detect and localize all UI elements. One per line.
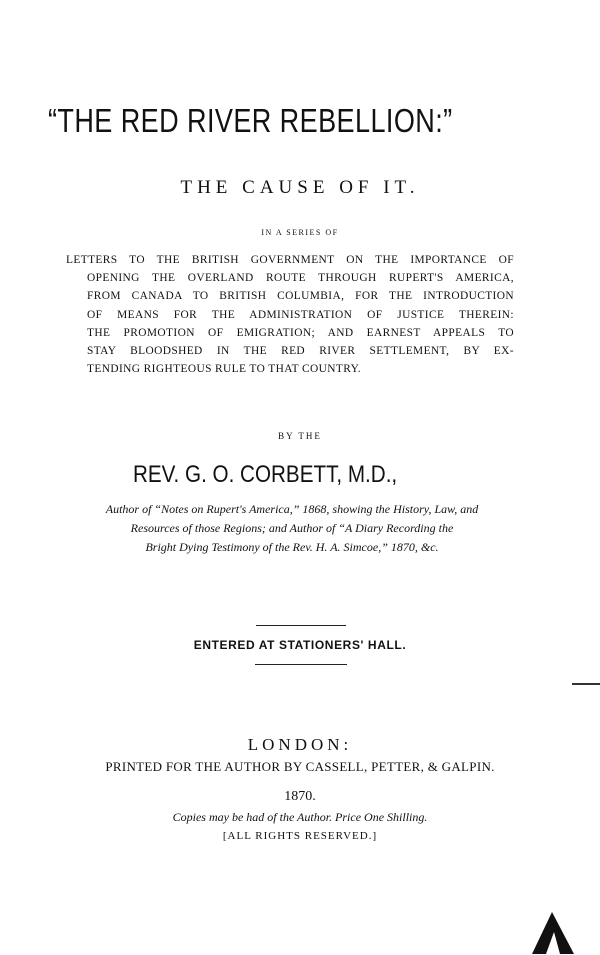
description-line: THE PROMOTION OF EMIGRATION; AND EARNEST APPEALS TO [87, 326, 514, 339]
margin-mark [572, 683, 600, 685]
description-line: STAY BLOODSHED IN THE RED RIVER SETTLEMENT, BY EX- [87, 345, 514, 358]
description-line: TENDING RIGHTEOUS RULE TO THAT COUNTRY. [87, 363, 362, 376]
description-line: FROM CANADA TO BRITISH COLUMBIA, FOR THE INTRODUCTION [87, 290, 514, 303]
description-line: OPENING THE OVERLAND ROUTE THROUGH RUPERT'S AMERICA, [87, 272, 514, 285]
book-title: “THE RED RIVER REBELLION:” [48, 102, 453, 139]
credit-line: Resources of those Regions; and Author of “A Diary Recording the [130, 521, 454, 535]
divider-bottom [255, 664, 347, 665]
divider-top [256, 625, 346, 626]
author-credits [62, 500, 522, 557]
publication-city: LONDON: [247, 735, 353, 754]
corner-tab-icon [528, 906, 578, 954]
description-line: OF MEANS FOR THE ADMINISTRATION OF JUSTICE THEREIN: [87, 308, 514, 321]
byline: BY THE [278, 431, 322, 441]
author-name: REV. G. O. CORBETT, M.D., [133, 461, 398, 488]
description-block [66, 251, 514, 378]
entered-notice: ENTERED AT STATIONERS' HALL. [193, 638, 407, 652]
rights-notice: [ALL RIGHTS RESERVED.] [222, 830, 378, 842]
publication-year: 1870. [284, 789, 316, 804]
printer-line: PRINTED FOR THE AUTHOR BY CASSELL, PETTER, & GALPIN. [105, 759, 495, 774]
credit-line: Bright Dying Testimony of the Rev. H. A. Simcoe,” 1870, &c. [145, 540, 439, 554]
credit-line: Author of “Notes on Rupert's America,” 1868, showing the History, Law, and [105, 502, 479, 516]
copies-note: Copies may be had of the Author. Price One Shilling. [172, 810, 428, 824]
book-subtitle: THE CAUSE OF IT. [180, 177, 420, 198]
description-line: LETTERS TO THE BRITISH GOVERNMENT ON THE IMPORTANCE OF [66, 254, 514, 266]
series-note: IN A SERIES OF [261, 228, 339, 237]
